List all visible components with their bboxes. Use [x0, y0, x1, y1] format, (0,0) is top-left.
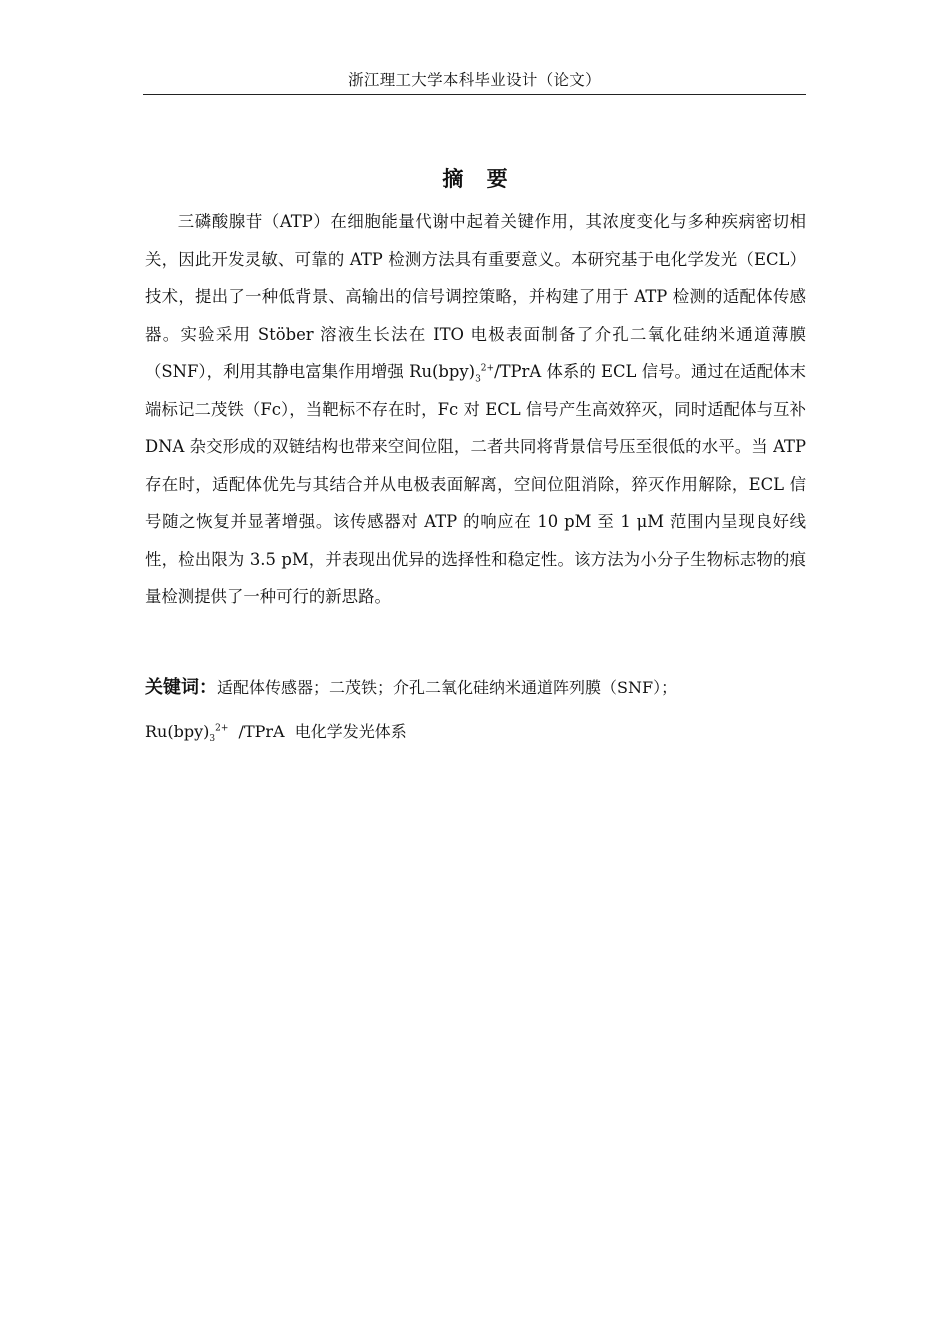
page-header [143, 68, 806, 95]
ru-complex-superscript: 2+ [480, 363, 495, 374]
keywords-text-2: /TPrA 电化学发光体系 [228, 722, 407, 741]
abstract-paragraph [145, 203, 806, 616]
abstract-text-part2: /TPrA 体系的 ECL 信号。通过在适配体末端标记二茂铁（Fc），当靶标不存在时，Fc 对 ECL 信号产生高效猝灭，同时适配体与互补 DNA 杂交形成的双链结构也带来空间位阻，二者共同将背景信号压至很低的水平。当 ATP 存在时，适配体优先与其结合并从电极表面解离，空间位阻消除，猝灭作用解除，ECL 信号随之恢复并显著增强。该传感器对 ATP 的响应在 10 pM 至 1 μM 范围内呈现良好线性，检出限为 3.5 pM，并表现出优异的选择性和稳定性。该方法为小分子生物标志物的痕量检测提供了一种可行的新思路。 [145, 362, 806, 606]
keywords-line-2 [145, 712, 407, 752]
ru-complex-base: Ru(bpy) [409, 362, 476, 381]
kw-ru-subscript: 3 [209, 734, 216, 745]
abstract-text-part1: 三磷酸腺苷（ATP）在细胞能量代谢中起着关键作用，其浓度变化与多种疾病密切相关，因此开发灵敏、可靠的 ATP 检测方法具有重要意义。本研究基于电化学发光（ECL）技术，提出了一种低背景、高输出的信号调控策略，并构建了用于 ATP 检测的适配体传感器。实验采用 Stöber 溶液生长法在 ITO 电极表面制备了介孔二氧化硅纳米通道薄膜（SNF），利用其静电富集作用增强 [145, 212, 806, 381]
abstract-title: 摘 要 [442, 167, 516, 191]
keywords-label: 关键词： [145, 677, 217, 698]
ru-complex-subscript: 3 [475, 374, 481, 385]
kw-ru-base: Ru(bpy) [145, 722, 210, 741]
keywords-text-1: 适配体传感器；二茂铁；介孔二氧化硅纳米通道阵列膜（SNF）； [217, 678, 678, 697]
header-title: 浙江理工大学本科毕业设计（论文） [348, 71, 601, 89]
kw-ru-superscript: 2+ [215, 723, 229, 734]
keywords-line-1 [145, 664, 806, 712]
